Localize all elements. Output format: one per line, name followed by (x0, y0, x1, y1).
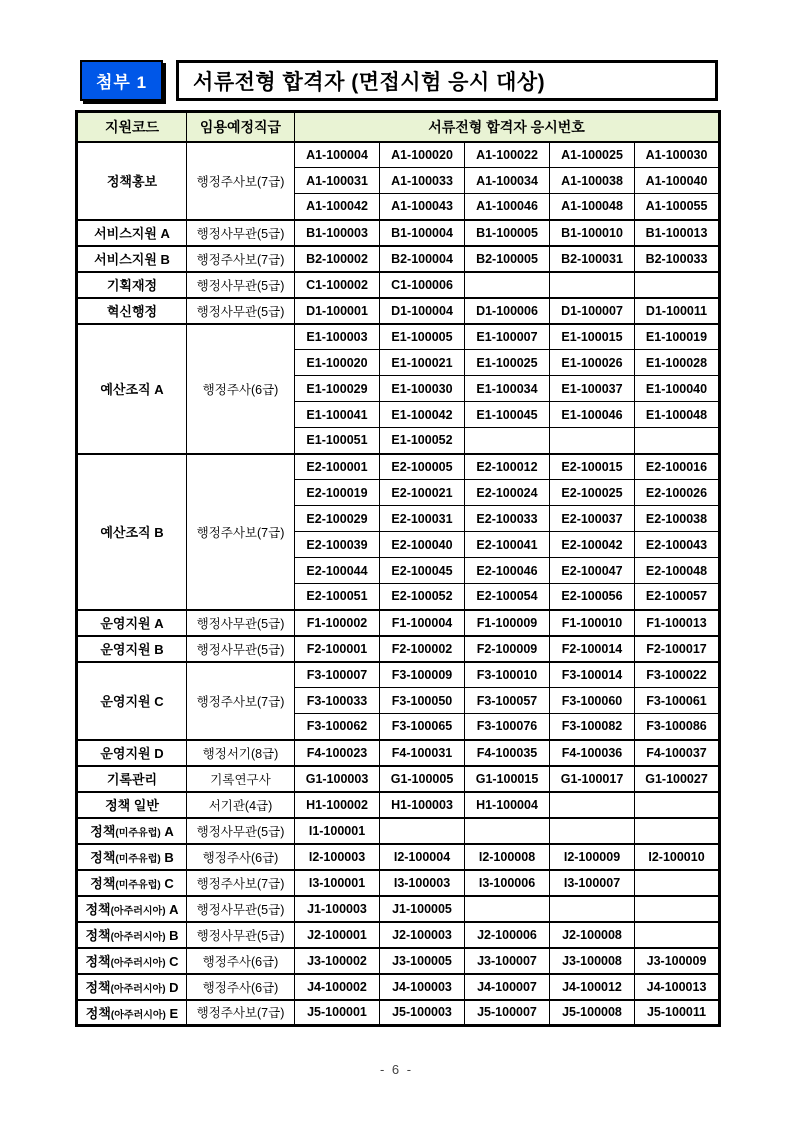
empty-cell (380, 818, 465, 844)
table-row (77, 636, 720, 662)
applicant-number-cell: E1-100029 (295, 376, 380, 402)
applicant-code-cell: 운영지원 C (77, 662, 187, 740)
applicant-number-cell: F3-100050 (380, 688, 465, 714)
empty-cell (635, 792, 720, 818)
applicant-number-cell: I2-100009 (550, 844, 635, 870)
grade-cell: 행정주사보(7급) (187, 142, 295, 220)
applicant-number-cell: F1-100002 (295, 610, 380, 636)
grade-cell: 행정주사(6급) (187, 324, 295, 454)
applicant-number-cell: F4-100035 (465, 740, 550, 766)
applicant-number-cell: D1-100006 (465, 298, 550, 324)
applicant-number-cell: A1-100046 (465, 194, 550, 220)
applicant-number-cell: J2-100006 (465, 922, 550, 948)
applicant-number-cell: E2-100038 (635, 506, 720, 532)
applicant-number-cell: B2-100005 (465, 246, 550, 272)
table-row (77, 948, 720, 974)
applicant-number-cell: E2-100045 (380, 558, 465, 584)
applicant-number-cell: J3-100009 (635, 948, 720, 974)
applicant-number-cell: E1-100040 (635, 376, 720, 402)
applicant-number-cell: F3-100014 (550, 662, 635, 688)
applicant-number-cell: F3-100062 (295, 714, 380, 740)
applicant-number-cell: A1-100033 (380, 168, 465, 194)
applicant-number-cell: F2-100017 (635, 636, 720, 662)
applicant-number-cell: E1-100048 (635, 402, 720, 428)
applicant-number-cell: G1-100003 (295, 766, 380, 792)
grade-cell: 행정사무관(5급) (187, 610, 295, 636)
applicant-number-cell: I3-100003 (380, 870, 465, 896)
applicant-number-cell: E2-100056 (550, 584, 635, 610)
applicant-code-cell: 예산조직 A (77, 324, 187, 454)
empty-cell (635, 922, 720, 948)
applicant-number-cell: E2-100042 (550, 532, 635, 558)
applicant-number-cell: I2-100010 (635, 844, 720, 870)
table-row (77, 1000, 720, 1026)
applicant-number-cell: E2-100044 (295, 558, 380, 584)
applicant-number-cell: D1-100001 (295, 298, 380, 324)
applicant-number-cell: A1-100042 (295, 194, 380, 220)
applicant-number-cell: A1-100020 (380, 142, 465, 168)
applicant-number-cell: E2-100052 (380, 584, 465, 610)
table-row (77, 454, 720, 480)
applicant-number-cell: E1-100021 (380, 350, 465, 376)
applicant-number-cell: F3-100065 (380, 714, 465, 740)
applicant-code-cell: 운영지원 B (77, 636, 187, 662)
page-title: 서류전형 합격자 (면접시험 응시 대상) (176, 60, 718, 101)
applicant-number-cell: E2-100040 (380, 532, 465, 558)
applicant-number-cell: B1-100010 (550, 220, 635, 246)
table-row (77, 740, 720, 766)
applicant-number-cell: J5-100007 (465, 1000, 550, 1026)
applicant-number-cell: J1-100005 (380, 896, 465, 922)
applicant-number-cell: J3-100007 (465, 948, 550, 974)
applicant-number-cell: F3-100007 (295, 662, 380, 688)
empty-cell (550, 792, 635, 818)
applicant-number-cell: E1-100037 (550, 376, 635, 402)
applicant-number-cell: J3-100002 (295, 948, 380, 974)
applicant-number-cell: E1-100042 (380, 402, 465, 428)
table-row (77, 220, 720, 246)
applicant-number-cell: A1-100022 (465, 142, 550, 168)
applicant-number-cell: F3-100076 (465, 714, 550, 740)
grade-cell: 기록연구사 (187, 766, 295, 792)
applicant-code-cell: 정책(미주유럽) A (77, 818, 187, 844)
applicant-number-cell: J5-100011 (635, 1000, 720, 1026)
grade-cell: 행정사무관(5급) (187, 818, 295, 844)
applicant-number-cell: F2-100009 (465, 636, 550, 662)
applicant-number-cell: J3-100005 (380, 948, 465, 974)
applicant-number-cell: F4-100036 (550, 740, 635, 766)
applicant-number-cell: E1-100026 (550, 350, 635, 376)
applicant-number-cell: E2-100012 (465, 454, 550, 480)
empty-cell (550, 272, 635, 298)
applicant-number-cell: E1-100019 (635, 324, 720, 350)
applicant-number-cell: E2-100024 (465, 480, 550, 506)
applicant-number-cell: I3-100006 (465, 870, 550, 896)
applicant-number-cell: E1-100051 (295, 428, 380, 454)
grade-cell: 행정사무관(5급) (187, 272, 295, 298)
applicant-number-cell: J2-100001 (295, 922, 380, 948)
applicant-number-cell: E2-100051 (295, 584, 380, 610)
applicant-number-cell: H1-100004 (465, 792, 550, 818)
applicant-code-cell: 기록관리 (77, 766, 187, 792)
applicant-number-cell: C1-100002 (295, 272, 380, 298)
empty-cell (635, 818, 720, 844)
applicant-code-cell: 서비스지원 A (77, 220, 187, 246)
applicant-number-cell: F4-100037 (635, 740, 720, 766)
empty-cell (635, 272, 720, 298)
empty-cell (635, 428, 720, 454)
applicant-number-cell: F3-100060 (550, 688, 635, 714)
applicant-number-cell: J4-100012 (550, 974, 635, 1000)
applicant-number-cell: J4-100007 (465, 974, 550, 1000)
applicant-number-cell: B2-100002 (295, 246, 380, 272)
table-row (77, 896, 720, 922)
applicant-number-cell: E1-100015 (550, 324, 635, 350)
column-header-grade: 임용예정직급 (187, 112, 295, 142)
applicant-number-cell: E2-100015 (550, 454, 635, 480)
applicant-number-cell: E1-100028 (635, 350, 720, 376)
applicant-number-cell: F3-100057 (465, 688, 550, 714)
applicant-number-cell: E2-100031 (380, 506, 465, 532)
applicant-number-cell: J2-100008 (550, 922, 635, 948)
applicant-code-cell: 정책(아주러시아) B (77, 922, 187, 948)
applicant-number-cell: I3-100001 (295, 870, 380, 896)
empty-cell (465, 428, 550, 454)
table-row (77, 792, 720, 818)
applicant-number-cell: E2-100005 (380, 454, 465, 480)
applicant-number-cell: F4-100023 (295, 740, 380, 766)
column-header-numbers: 서류전형 합격자 응시번호 (295, 112, 720, 142)
applicant-number-cell: E2-100026 (635, 480, 720, 506)
grade-cell: 행정사무관(5급) (187, 896, 295, 922)
applicant-code-cell: 예산조직 B (77, 454, 187, 610)
table-row (77, 324, 720, 350)
applicant-number-cell: A1-100031 (295, 168, 380, 194)
applicant-number-cell: J4-100013 (635, 974, 720, 1000)
applicant-number-cell: E2-100019 (295, 480, 380, 506)
applicant-number-cell: E2-100057 (635, 584, 720, 610)
applicant-number-cell: F1-100010 (550, 610, 635, 636)
applicant-number-cell: G1-100015 (465, 766, 550, 792)
applicant-number-cell: C1-100006 (380, 272, 465, 298)
empty-cell (550, 428, 635, 454)
table-row (77, 766, 720, 792)
applicant-code-cell: 정책(아주러시아) A (77, 896, 187, 922)
applicant-code-cell: 혁신행정 (77, 298, 187, 324)
applicant-number-cell: E2-100016 (635, 454, 720, 480)
table-row (77, 610, 720, 636)
table-row (77, 142, 720, 168)
table-row (77, 844, 720, 870)
grade-cell: 행정주사보(7급) (187, 1000, 295, 1026)
applicant-number-cell: J1-100003 (295, 896, 380, 922)
applicant-number-cell: D1-100011 (635, 298, 720, 324)
empty-cell (550, 896, 635, 922)
applicant-number-cell: J5-100008 (550, 1000, 635, 1026)
applicant-number-cell: E2-100054 (465, 584, 550, 610)
applicant-number-cell: F3-100022 (635, 662, 720, 688)
table-row (77, 974, 720, 1000)
grade-cell: 행정사무관(5급) (187, 922, 295, 948)
applicant-number-cell: F3-100009 (380, 662, 465, 688)
applicant-code-cell: 서비스지원 B (77, 246, 187, 272)
empty-cell (465, 818, 550, 844)
applicant-number-cell: E2-100001 (295, 454, 380, 480)
empty-cell (635, 896, 720, 922)
table-row (77, 662, 720, 688)
applicant-code-cell: 정책(아주러시아) E (77, 1000, 187, 1026)
document-header (80, 60, 718, 101)
applicant-code-cell: 정책(아주러시아) D (77, 974, 187, 1000)
empty-cell (465, 272, 550, 298)
applicant-number-cell: E2-100041 (465, 532, 550, 558)
applicant-number-cell: E1-100025 (465, 350, 550, 376)
applicant-number-cell: E2-100025 (550, 480, 635, 506)
applicant-number-cell: J2-100003 (380, 922, 465, 948)
applicant-number-cell: E2-100048 (635, 558, 720, 584)
applicant-number-cell: E1-100030 (380, 376, 465, 402)
applicant-number-cell: J5-100001 (295, 1000, 380, 1026)
column-header-code: 지원코드 (77, 112, 187, 142)
applicant-number-cell: E1-100003 (295, 324, 380, 350)
table-header-row (77, 112, 720, 142)
passers-table (75, 110, 721, 1027)
applicant-number-cell: E1-100020 (295, 350, 380, 376)
applicant-number-cell: A1-100038 (550, 168, 635, 194)
applicant-number-cell: E2-100039 (295, 532, 380, 558)
applicant-number-cell: B2-100033 (635, 246, 720, 272)
grade-cell: 행정주사보(7급) (187, 662, 295, 740)
applicant-number-cell: A1-100055 (635, 194, 720, 220)
applicant-number-cell: E1-100005 (380, 324, 465, 350)
applicant-number-cell: I3-100007 (550, 870, 635, 896)
applicant-number-cell: H1-100002 (295, 792, 380, 818)
applicant-number-cell: E1-100052 (380, 428, 465, 454)
applicant-number-cell: A1-100043 (380, 194, 465, 220)
applicant-number-cell: B1-100013 (635, 220, 720, 246)
applicant-number-cell: F1-100013 (635, 610, 720, 636)
table-row (77, 818, 720, 844)
table-row (77, 272, 720, 298)
grade-cell: 행정주사보(7급) (187, 454, 295, 610)
applicant-number-cell: A1-100025 (550, 142, 635, 168)
applicant-number-cell: E2-100043 (635, 532, 720, 558)
applicant-number-cell: H1-100003 (380, 792, 465, 818)
applicant-number-cell: F3-100033 (295, 688, 380, 714)
grade-cell: 행정서기(8급) (187, 740, 295, 766)
applicant-number-cell: J4-100002 (295, 974, 380, 1000)
applicant-number-cell: B1-100004 (380, 220, 465, 246)
applicant-number-cell: I2-100003 (295, 844, 380, 870)
applicant-number-cell: F3-100082 (550, 714, 635, 740)
applicant-number-cell: B1-100003 (295, 220, 380, 246)
applicant-code-cell: 기획재정 (77, 272, 187, 298)
applicant-number-cell: I1-100001 (295, 818, 380, 844)
applicant-number-cell: E1-100046 (550, 402, 635, 428)
applicant-number-cell: E2-100033 (465, 506, 550, 532)
applicant-number-cell: F4-100031 (380, 740, 465, 766)
applicant-number-cell: F3-100010 (465, 662, 550, 688)
applicant-number-cell: B2-100031 (550, 246, 635, 272)
grade-cell: 행정사무관(5급) (187, 636, 295, 662)
grade-cell: 행정주사(6급) (187, 948, 295, 974)
empty-cell (465, 896, 550, 922)
table-body (77, 142, 720, 1026)
applicant-number-cell: B1-100005 (465, 220, 550, 246)
applicant-number-cell: F3-100061 (635, 688, 720, 714)
applicant-number-cell: F1-100004 (380, 610, 465, 636)
applicant-number-cell: G1-100005 (380, 766, 465, 792)
applicant-number-cell: G1-100017 (550, 766, 635, 792)
grade-cell: 행정주사보(7급) (187, 246, 295, 272)
table-row (77, 922, 720, 948)
applicant-number-cell: E2-100046 (465, 558, 550, 584)
grade-cell: 서기관(4급) (187, 792, 295, 818)
applicant-code-cell: 정책(미주유럽) B (77, 844, 187, 870)
applicant-number-cell: B2-100004 (380, 246, 465, 272)
applicant-code-cell: 정책 일반 (77, 792, 187, 818)
applicant-number-cell: E1-100045 (465, 402, 550, 428)
applicant-number-cell: E1-100007 (465, 324, 550, 350)
applicant-code-cell: 정책(미주유럽) C (77, 870, 187, 896)
table-row (77, 298, 720, 324)
applicant-number-cell: F2-100001 (295, 636, 380, 662)
attachment-badge: 첨부 1 (80, 60, 163, 101)
applicant-number-cell: J3-100008 (550, 948, 635, 974)
applicant-number-cell: F2-100002 (380, 636, 465, 662)
applicant-number-cell: A1-100034 (465, 168, 550, 194)
applicant-code-cell: 운영지원 A (77, 610, 187, 636)
grade-cell: 행정주사(6급) (187, 974, 295, 1000)
applicant-number-cell: A1-100040 (635, 168, 720, 194)
applicant-number-cell: I2-100008 (465, 844, 550, 870)
applicant-code-cell: 운영지원 D (77, 740, 187, 766)
grade-cell: 행정주사보(7급) (187, 870, 295, 896)
applicant-code-cell: 정책(아주러시아) C (77, 948, 187, 974)
applicant-number-cell: E2-100021 (380, 480, 465, 506)
page-number: - 6 - (379, 1062, 414, 1077)
table-row (77, 246, 720, 272)
applicant-number-cell: E1-100041 (295, 402, 380, 428)
applicant-number-cell: D1-100007 (550, 298, 635, 324)
empty-cell (550, 818, 635, 844)
applicant-number-cell: D1-100004 (380, 298, 465, 324)
applicant-code-cell: 정책홍보 (77, 142, 187, 220)
applicant-number-cell: F2-100014 (550, 636, 635, 662)
applicant-number-cell: G1-100027 (635, 766, 720, 792)
applicant-number-cell: I2-100004 (380, 844, 465, 870)
applicant-number-cell: J4-100003 (380, 974, 465, 1000)
applicant-number-cell: F1-100009 (465, 610, 550, 636)
grade-cell: 행정사무관(5급) (187, 298, 295, 324)
applicant-number-cell: E1-100034 (465, 376, 550, 402)
applicant-number-cell: A1-100004 (295, 142, 380, 168)
applicant-number-cell: E2-100037 (550, 506, 635, 532)
applicant-number-cell: A1-100030 (635, 142, 720, 168)
grade-cell: 행정주사(6급) (187, 844, 295, 870)
table-row (77, 870, 720, 896)
grade-cell: 행정사무관(5급) (187, 220, 295, 246)
applicant-number-cell: E2-100047 (550, 558, 635, 584)
empty-cell (635, 870, 720, 896)
applicant-number-cell: A1-100048 (550, 194, 635, 220)
applicant-number-cell: F3-100086 (635, 714, 720, 740)
applicant-number-cell: E2-100029 (295, 506, 380, 532)
applicant-number-cell: J5-100003 (380, 1000, 465, 1026)
